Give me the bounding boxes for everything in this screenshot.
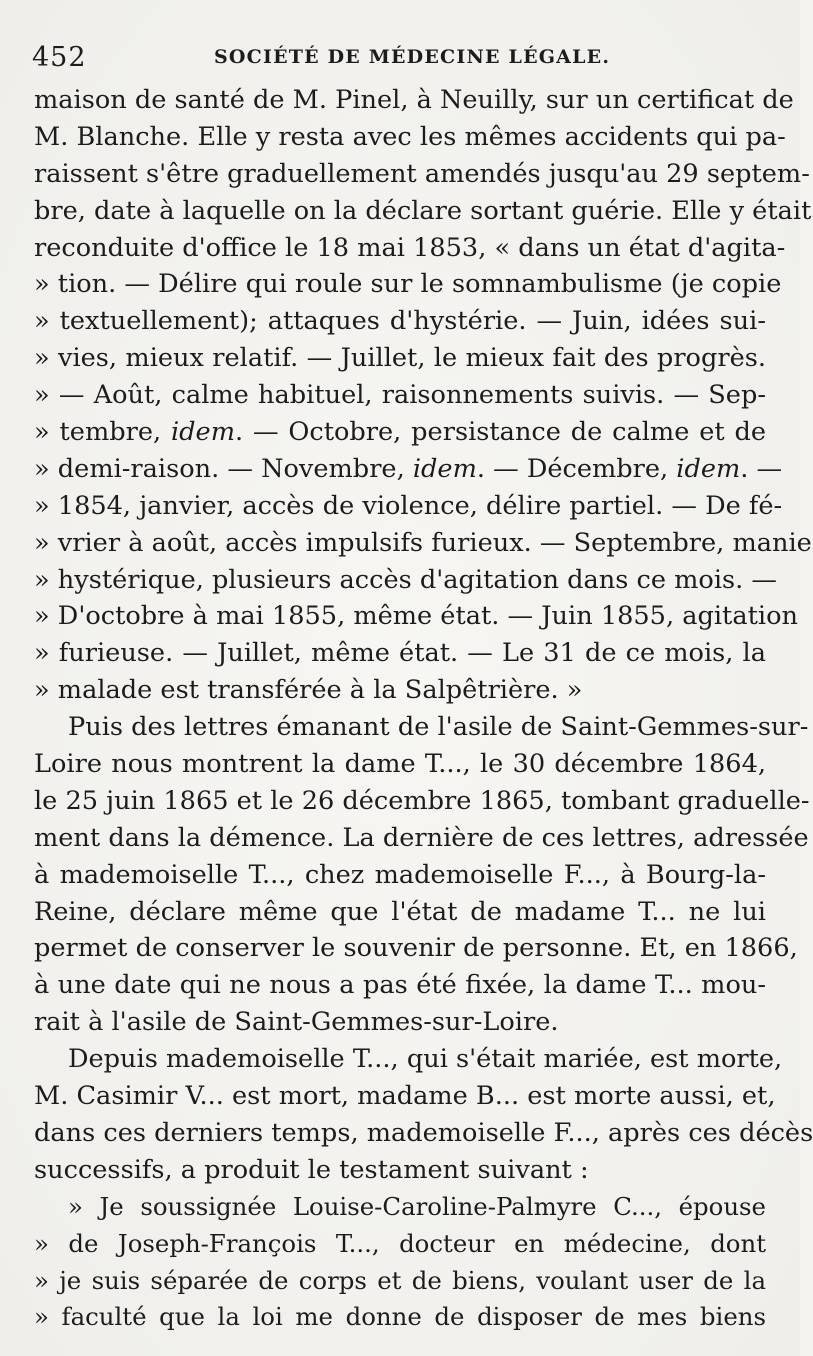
text-line: » D'octobre à mai 1855, même état. — Juin 1855, agitation	[34, 601, 798, 632]
text-line: » faculté que la loi me donne de disposer de mes biens	[34, 1302, 766, 1332]
text-line: raissent s'être graduellement amendés jusqu'au 29 septem-	[34, 158, 810, 189]
text-line: Puis des lettres émanant de l'asile de Saint-Gemmes-sur-	[68, 712, 809, 743]
quoted-testament	[34, 1189, 766, 1337]
text-line: Depuis mademoiselle T..., qui s'était mariée, est morte,	[68, 1044, 783, 1075]
text-line: » vies, mieux relatif. — Juillet, le mieux fait des progrès.	[34, 343, 766, 374]
text-line: ment dans la démence. La dernière de ces lettres, adressée	[34, 822, 809, 853]
body-text	[34, 82, 813, 1336]
text-line: » demi-raison. — Novembre, idem. — Décembre, idem. —	[34, 453, 783, 484]
text-line: dans ces derniers temps, mademoiselle F..., après ces décès	[34, 1117, 813, 1148]
text-line: » textuellement); attaques d'hystérie. — Juin, idées sui-	[34, 306, 766, 337]
text-line: successifs, a produit le testament suivant :	[34, 1154, 589, 1185]
paragraph	[34, 709, 810, 1041]
italic-idem: idem	[412, 453, 477, 484]
text-line: M. Blanche. Elle y resta avec les mêmes accidents qui pa-	[34, 121, 786, 152]
paragraph	[34, 1041, 813, 1189]
text-line: » 1854, janvier, accès de violence, délire partiel. — De fé-	[34, 490, 783, 521]
italic-idem: idem	[676, 453, 741, 484]
text-line: M. Casimir V... est mort, madame B... est morte aussi, et,	[34, 1081, 776, 1112]
text-line: » malade est transférée à la Salpêtrière. »	[34, 675, 583, 706]
text-line: » vrier à août, accès impulsifs furieux. — Septembre, manie	[34, 527, 812, 558]
text-line: permet de conserver le souvenir de personne. Et, en 1866,	[34, 933, 798, 964]
text-line: » Je soussignée Louise-Caroline-Palmyre C..., épouse	[68, 1191, 766, 1221]
text-line: » je suis séparée de corps et de biens, voulant user de la	[34, 1265, 766, 1295]
text-line: » de Joseph-François T..., docteur en médecine, dont	[34, 1228, 766, 1258]
text-line: » hystérique, plusieurs accès d'agitation dans ce mois. —	[34, 564, 778, 595]
running-head: SOCIÉTÉ DE MÉDECINE LÉGALE.	[214, 46, 611, 68]
text-line: à mademoiselle T..., chez mademoiselle F..., à Bourg-la-	[34, 859, 766, 890]
text-line: bre, date à laquelle on la déclare sortant guérie. Elle y était	[34, 195, 812, 226]
text-line: rait à l'asile de Saint-Gemmes-sur-Loire.	[34, 1007, 559, 1038]
text-line: » tion. — Délire qui roule sur le somnambulisme (je copie	[34, 269, 782, 300]
italic-idem: idem	[170, 417, 235, 448]
page-header	[32, 38, 772, 78]
text-line: le 25 juin 1865 et le 26 décembre 1865, tombant graduelle-	[34, 785, 810, 816]
text-line: » furieuse. — Juillet, même état. — Le 31 de ce mois, la	[34, 638, 766, 669]
text-line: à une date qui ne nous a pas été fixée, la dame T... mou-	[34, 970, 766, 1001]
page-number: 452	[32, 42, 87, 73]
paragraph	[34, 82, 812, 709]
text-line: maison de santé de M. Pinel, à Neuilly, sur un certificat de	[34, 85, 794, 115]
text-line: reconduite d'office le 18 mai 1853, « dans un état d'agita-	[34, 232, 786, 263]
text-line: » — Août, calme habituel, raisonnements suivis. — Sep-	[34, 380, 766, 411]
text-line: Loire nous montrent la dame T..., le 30 décembre 1864,	[34, 749, 766, 780]
text-line: » tembre, idem. — Octobre, persistance de calme et de	[34, 417, 767, 448]
text-line: Reine, déclare même que l'état de madame T... ne lui	[34, 896, 766, 927]
